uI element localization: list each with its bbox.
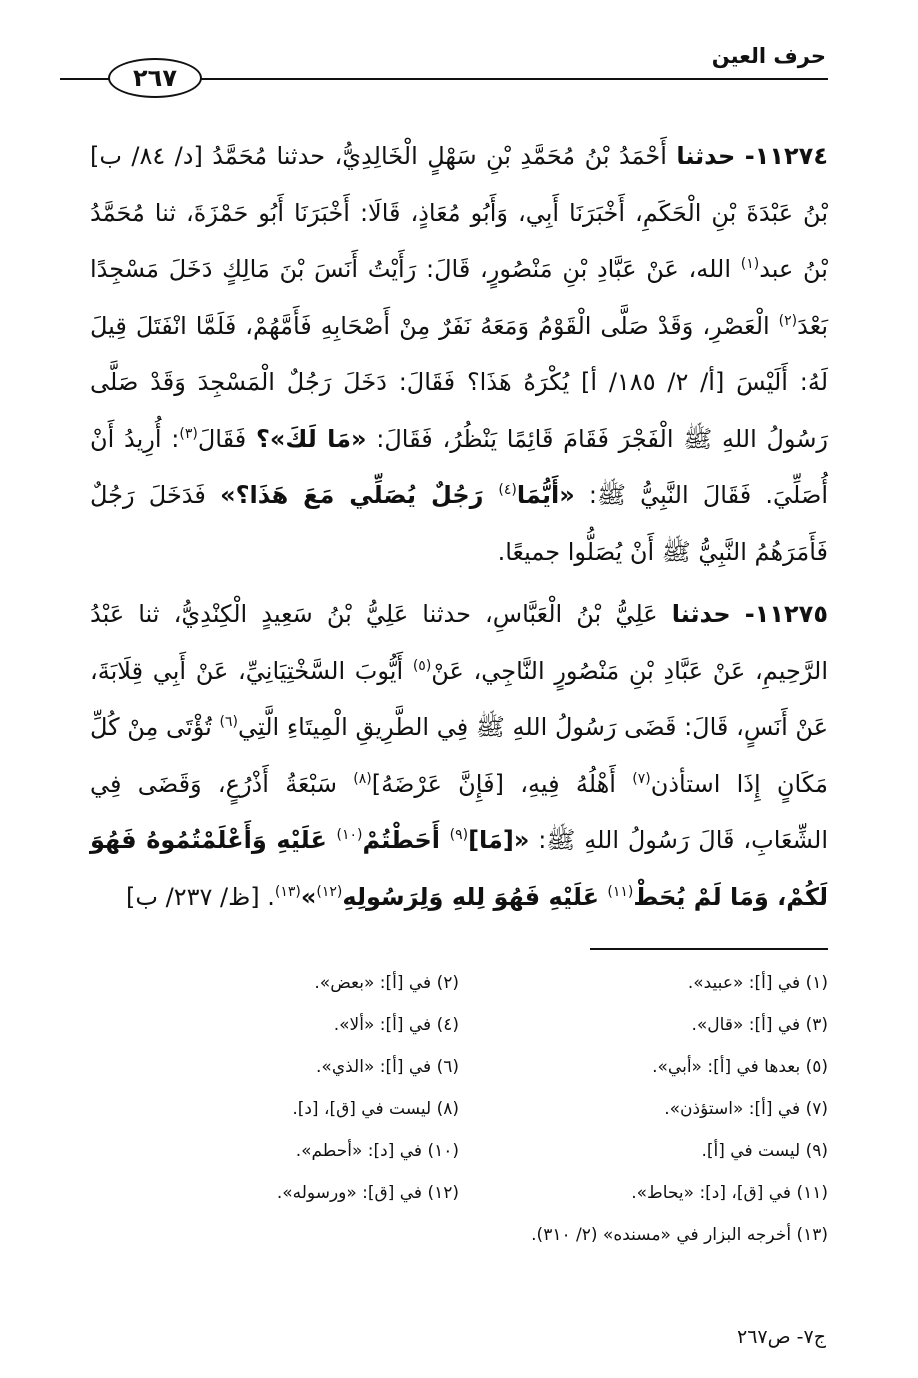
footnote-separator	[590, 948, 828, 950]
hadith-text: أَيُّوبَ السَّخْتِيَانِيِّ، عَنْ أَبِي قِلَابَةَ، عَنْ أَنَسٍ، قَالَ: قَضَى رَسُولُ اللهِ ﷺ فِي الطَّرِيقِ الْمِيتَاءِ الَّتِي	[90, 656, 829, 741]
footnote-ref: (٣)	[179, 425, 198, 442]
hadith-11274	[90, 128, 828, 580]
footnote-ref: (٧)	[632, 770, 651, 787]
footnote: (٩) ليست في [أ].	[701, 1141, 828, 1161]
footnote-row	[90, 962, 828, 1004]
hadith-text: عَلِيُّ بْنُ الْعَبَّاسِ، حدثنا عَلِيُّ بْنُ سَعِيدٍ الْكِنْدِيُّ، ثنا عَبْدُ الرَّحِيمِ، عَنْ عَبَّادِ بْنِ مَنْصُورٍ النَّاجِي، عَنْ	[90, 600, 828, 685]
hadith-text: أَهْلُهُ فِيهِ، [فَإِنَّ عَرْضَهُ]	[371, 769, 633, 798]
hadith-number: ١١٢٧٥-	[744, 600, 828, 628]
hadith-text: تُؤْتَى مِنْ كُلِّ مَكَانٍ إِذَا استأذن	[90, 713, 828, 798]
footnote: (٢) في [أ]: «بعض».	[314, 973, 459, 993]
footnote-ref: (٢)	[778, 312, 798, 329]
footnote-row	[90, 1214, 828, 1256]
hadith-quote: عَلَيْهِ وَأَعْلَمْتُمُوهُ فَهُوَ لَكُمْ، وَمَا لَمْ يُحَطْ	[90, 826, 828, 911]
footnote-row	[90, 1004, 828, 1046]
footnote: (٧) في [أ]: «استؤذن».	[664, 1099, 828, 1119]
footnote-ref: (١٠)	[336, 827, 363, 843]
footnote-ref: (١٣)	[274, 883, 301, 900]
hadith-text: فَقَالَ	[197, 424, 256, 453]
footnote-ref: (٨)	[353, 770, 372, 787]
page-reference: ج٧- ص٢٦٧	[737, 1326, 826, 1348]
footnote-ref: (١٢)	[316, 883, 343, 900]
hadith-quote: «مَا لَكَ»؟	[255, 424, 367, 453]
footnotes	[90, 962, 828, 1256]
footnote-ref: (٥)	[412, 657, 432, 674]
footnote: (٣) في [أ]: «قال».	[691, 1015, 828, 1035]
hadith-quote: »	[300, 882, 317, 911]
hadith-quote: عَلَيْهِ فَهُوَ لِلهِ وَلِرَسُولِهِ	[342, 882, 608, 911]
hadith-quote: «أَيُّمَا	[516, 481, 575, 509]
footnote-row	[90, 1088, 828, 1130]
hadith-text: الْعَصْرِ، وَقَدْ صَلَّى الْقَوْمُ وَمَعَهُ نَفَرٌ مِنْ أَصْحَابِهِ فَأَمَّهُمْ، فَلَمَّا انْفَتَلَ قِيلَ لَهُ: أَلَيْسَ [أ/ ٢/ ١٨٥/ أ] يُكْرَهُ هَذَا؟ فَقَالَ: دَخَلَ رَجُلٌ الْمَسْجِدَ وَقَدْ صَلَّى رَسُولُ اللهِ ﷺ الْفَجْرَ فَقَامَ قَائِمًا يَنْظُرُ، فَقَالَ:	[90, 311, 829, 453]
footnote: (١٠) في [د]: «أحطم».	[295, 1141, 459, 1161]
footnote: (١٣) أخرجه البزار في «مسنده» (٢/ ٣١٠).	[531, 1225, 828, 1245]
hadith-text: الله، عَنْ عَبَّادِ بْنِ مَنْصُورٍ، قَالَ: رَأَيْتُ أَنَسَ بْنَ مَالِكٍ دَخَلَ مَسْجِدًا بَعْدَ	[90, 255, 828, 340]
footnote-ref: (٤)	[498, 482, 517, 498]
footnote: (١٢) في [ق]: «ورسوله».	[276, 1183, 459, 1203]
main-text	[90, 128, 828, 931]
hadith-text: فَدَخَلَ رَجُلٌ فَأَمَرَهُمُ النَّبِيُّ ﷺ أَنْ يُصَلُّوا جميعًا.	[90, 481, 828, 566]
footnote-ref: (٩)	[449, 827, 469, 843]
hadith-11275	[90, 586, 828, 925]
hadith-quote: رَجُلٌ يُصَلِّي مَعَ هَذَا؟»	[220, 481, 499, 509]
footnote-ref: (١١)	[607, 883, 634, 900]
hadith-text: أَحْمَدُ بْنُ مُحَمَّدِ بْنِ سَهْلٍ الْخَالِدِيُّ، حدثنا مُحَمَّدُ [د/ ٨٤/ ب] بْنُ عَبْدَةَ بْنِ الْحَكَمِ، أَخْبَرَنَا أَبِي، وَأَبُو مُعَاذٍ، قَالَا: أَخْبَرَنَا أَبُو حَمْزَةَ، ثنا مُحَمَّدُ بْنُ عبد	[90, 142, 828, 283]
footnote-ref: (٦)	[219, 714, 238, 730]
footnote-row	[90, 1130, 828, 1172]
hadith-quote: «[مَا]	[468, 826, 530, 854]
footnote-row	[90, 1172, 828, 1214]
hadith-text: . [ظ/ ٢٣٧/ ب]	[126, 882, 275, 911]
footnote-row	[90, 1046, 828, 1088]
hadith-number: ١١٢٧٤-	[744, 142, 828, 170]
footnote: (٦) في [أ]: «الذي».	[316, 1057, 459, 1077]
page-number: ٢٦٧	[108, 58, 202, 98]
footnote: (١١) في [ق]، [د]: «يحاط».	[631, 1183, 828, 1203]
hadith-text: سَبْعَةُ أَذْرُعٍ، وَقَضَى فِي الشِّعَابِ، قَالَ رَسُولُ اللهِ ﷺ:	[90, 769, 828, 854]
footnote: (٤) في [أ]: «ألا».	[333, 1015, 459, 1035]
hadith-text: : أُرِيدُ أَنْ أُصَلِّيَ. فَقَالَ النَّبِيُّ ﷺ:	[90, 424, 828, 509]
footnote: (٥) بعدها في [أ]: «أبي».	[652, 1057, 828, 1077]
hadith-keyword: حدثنا	[671, 600, 731, 628]
footnote: (٨) ليست في [ق]، [د].	[292, 1099, 459, 1119]
hadith-quote: أَحَطْتُمْ	[362, 826, 450, 854]
hadith-keyword: حدثنا	[676, 142, 736, 170]
chapter-title: حرف العين	[711, 44, 826, 68]
footnote: (١) في [أ]: «عبيد».	[687, 973, 828, 993]
footnote-ref: (١)	[740, 256, 760, 272]
